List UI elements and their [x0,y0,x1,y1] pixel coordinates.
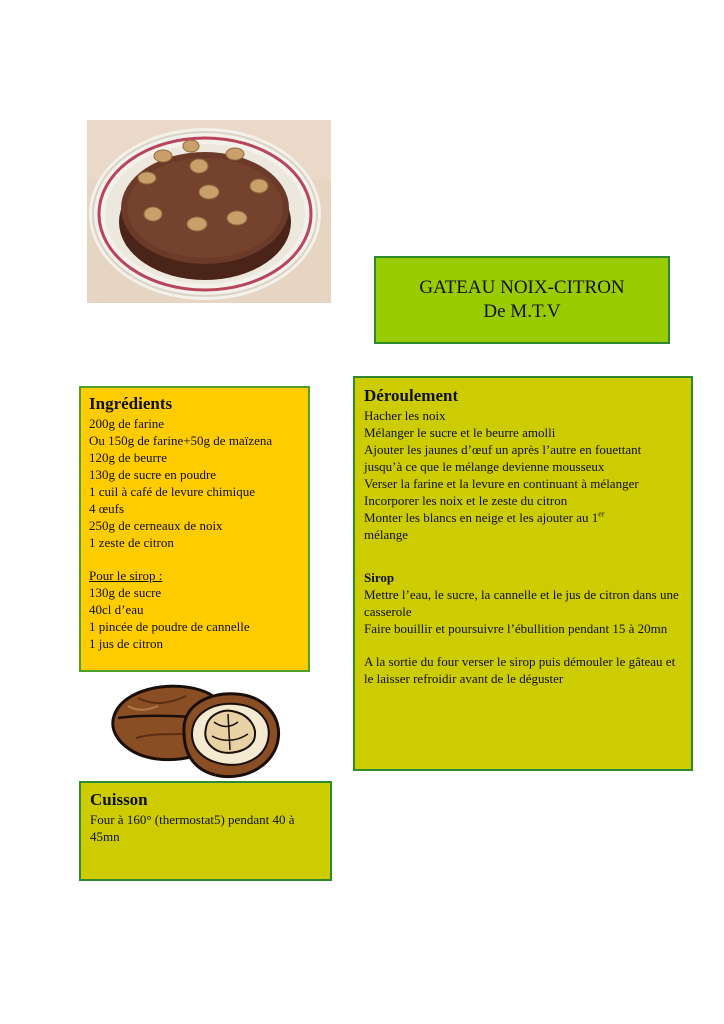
step-item: Hacher les noix [364,408,446,423]
cooking-heading: Cuisson [90,790,148,809]
syrup-steps-heading: Sirop [364,570,395,585]
cake-photo [87,120,331,303]
spacer [364,543,682,559]
step-item: Ajouter les jaunes d’œuf un après l’autre en fouettant jusqu’à ce que le mélange devienne mousseux [364,442,642,474]
recipe-title: GATEAU NOIX-CITRON [419,277,625,298]
syrup-ingredient-item: 130g de sucre [89,585,162,600]
cooking-box [79,781,332,881]
ingredient-item: 120g de beurre [89,450,167,465]
ingredient-item: 4 œufs [89,501,125,516]
step-item: Incorporer les noix et le zeste du citron [364,493,568,508]
ingredient-item: 1 cuil à café de levure chimique [89,484,256,499]
spacer [89,551,300,567]
walnut-cake-image [87,120,331,303]
step-item-last [364,509,682,543]
recipe-author: De M.T.V [483,301,561,322]
syrup-ingredient-item: 1 jus de citron [89,636,164,651]
ingredients-heading: Ingrédients [89,394,173,413]
ingredient-item: 1 zeste de citron [89,535,174,550]
spacer [364,559,682,569]
step-last-end: mélange [364,527,409,542]
recipe-title-box [374,256,670,344]
step-last-superscript: er [598,509,605,519]
syrup-step-item: Mettre l’eau, le sucre, la cannelle et le jus de citron dans une casserole [364,587,679,619]
syrup-step-item: Faire bouillir et poursuivre l’ébullition pendant 15 à 20mn [364,621,668,636]
spacer [364,637,682,653]
steps-box [353,376,693,771]
syrup-ingredients-heading: Pour le sirop : [89,568,163,583]
step-item: Mélanger le sucre et le beurre amolli [364,425,556,440]
ingredient-item: 130g de sucre en poudre [89,467,217,482]
syrup-ingredient-item: 1 pincée de poudre de cannelle [89,619,250,634]
ingredient-item: 200g de farine [89,416,165,431]
walnut-icon [108,676,284,782]
syrup-ingredient-item: 40cl d’eau [89,602,144,617]
ingredient-item: 250g de cerneaux de noix [89,518,223,533]
step-item: Verser la farine et la levure en continuant à mélanger [364,476,639,491]
step-last-text: Monter les blancs en neige et les ajouter au 1 [364,510,599,525]
ingredients-box [79,386,310,672]
walnut-clipart [108,676,284,782]
final-step: A la sortie du four verser le sirop puis démouler le gâteau et le laisser refroidir avant de le déguster [364,654,676,686]
cooking-text: Four à 160° (thermostat5) pendant 40 à 45mn [90,812,295,844]
ingredient-item: Ou 150g de farine+50g de maïzena [89,433,273,448]
steps-heading: Déroulement [364,386,459,405]
